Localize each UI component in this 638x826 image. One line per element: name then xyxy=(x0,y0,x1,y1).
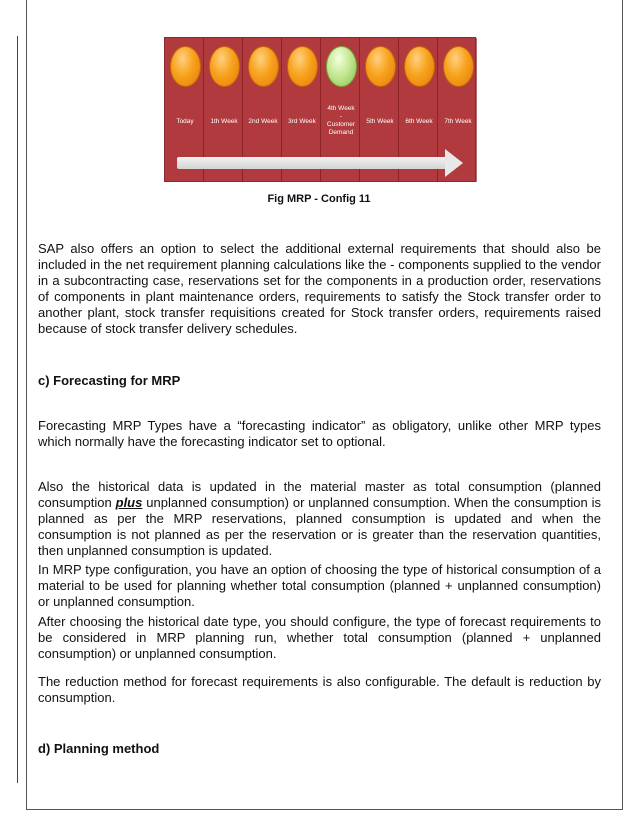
week-circle-icon xyxy=(248,46,279,87)
heading-planning-method: d) Planning method xyxy=(38,741,160,756)
week-circle-icon xyxy=(404,46,435,87)
timeline-column-label: 1th Week xyxy=(210,118,238,125)
week-circle-icon xyxy=(209,46,240,87)
timeline-column-label: 4th Week - Customer Demand xyxy=(326,105,356,136)
paragraph-historical-data-before: Also the historical data is updated in the material master as total consumption (planned consumption xyxy=(38,479,601,510)
timeline-column-label: Today xyxy=(176,118,194,125)
paragraph-forecasting-indicator: Forecasting MRP Types have a “forecasting indicator” as obligatory, unlike other MRP types which normally have the forecasting indicator set to optional. xyxy=(38,418,601,449)
customer-demand-circle-icon xyxy=(326,46,357,87)
paragraph-external-requirements: SAP also offers an option to select the additional external requirements that should also be included in the net requirement planning calculations like the - components supplied to the vendor in a subcontracting case, reservations set for the components in a production order, reservations of components in plant maintenance orders, requirements to satisfy the Stock transfer order to another plant, stock transfer requisitions created for Stock transfer orders, requirements raised because of stock transfer delivery schedules. xyxy=(38,241,601,336)
timeline-column-label: 3rd Week xyxy=(288,118,316,125)
timeline-column-label: 6th Week xyxy=(405,118,433,125)
timeline-column-label: 5th Week xyxy=(366,118,394,125)
timeline-column-label: 2nd Week xyxy=(248,118,278,125)
timeline-arrow-shaft xyxy=(177,157,447,169)
week-circle-icon xyxy=(365,46,396,87)
left-margin-rule xyxy=(17,36,18,783)
week-circle-icon xyxy=(287,46,318,87)
timeline-column-label: 7th Week xyxy=(444,118,472,125)
paragraph-historical-data xyxy=(38,479,601,559)
week-circle-icon xyxy=(170,46,201,87)
paragraph-reduction-method: The reduction method for forecast requirements is also configurable. The default is reduction by consumption. xyxy=(38,674,601,705)
figure-caption: Fig MRP - Config 11 xyxy=(267,193,371,205)
timeline-arrow-head xyxy=(445,149,463,177)
paragraph-historical-data-after: unplanned consumption) or unplanned consumption. When the consumption is planned as per the MRP reservations, planned consumption is updated and when the consumption is not planned as per the reservation or is greater than the reservation quantities, then unplanned consumption is updated. xyxy=(38,495,601,558)
heading-forecasting-for-mrp: c) Forecasting for MRP xyxy=(38,373,181,388)
week-circle-icon xyxy=(443,46,474,87)
paragraph-mrp-type-configuration: In MRP type configuration, you have an option of choosing the type of historical consumption of a material to be used for planning whether total consumption (planned + unplanned consumption) or unplanned consumption. xyxy=(38,562,601,609)
emphasis-plus: plus xyxy=(115,495,143,510)
paragraph-historical-date-type: After choosing the historical date type, you should configure, the type of forecast requirements to be considered in MRP planning run, whether total consumption (planned + unplanned consumption) or unplanned consumption. xyxy=(38,614,601,661)
mrp-timeline-figure xyxy=(164,37,476,182)
